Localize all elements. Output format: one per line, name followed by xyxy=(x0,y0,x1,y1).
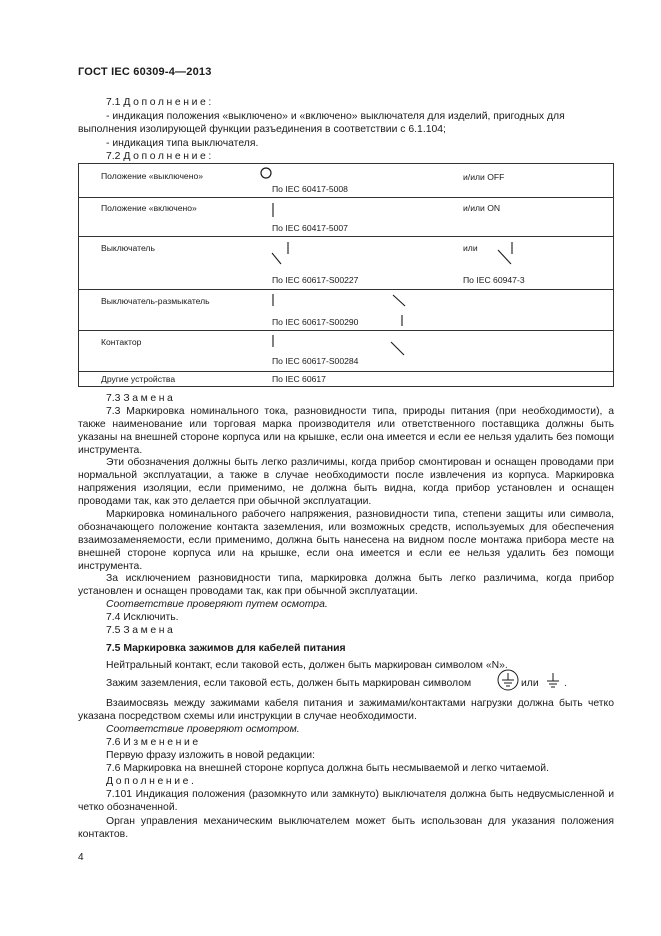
section-7-4: 7.4 Исключить. xyxy=(106,612,179,623)
section-7-2-heading xyxy=(106,150,214,163)
row-label: Другие устройства xyxy=(101,374,176,384)
item1-line1: - индикация положения «выключено» и «включено» выключателя для изделий, пригодных для xyxy=(106,111,565,122)
row-label: Положение «выключено» xyxy=(101,171,204,181)
section-7-6-addition: Дополнение. xyxy=(106,776,197,787)
row-ref: По IEC 60617-S00227 xyxy=(272,275,359,285)
symbols-table xyxy=(78,163,614,387)
section-7-1-item2: - индикация типа выключателя. xyxy=(106,138,259,149)
row-label: Контактор xyxy=(101,337,142,347)
section-7-3-compliance: Соответствие проверяют путем осмотра. xyxy=(106,599,328,610)
section-number: 7.1 xyxy=(106,97,121,108)
on-position-symbol xyxy=(272,203,276,219)
row-alt: и/или OFF xyxy=(463,172,505,182)
section-number: 7.5 xyxy=(106,625,121,636)
p2-or: или xyxy=(521,678,539,689)
p2-end: . xyxy=(564,678,567,689)
off-position-symbol xyxy=(260,167,274,181)
section-word: Изменение xyxy=(123,737,201,748)
row-ref: По IEC 60617-S00290 xyxy=(272,317,359,327)
protective-earth-icon xyxy=(497,669,521,693)
section-7-5-title: 7.5 Маркировка зажимов для кабелей питания xyxy=(106,643,346,654)
table-row xyxy=(79,331,614,372)
section-7-5-p3: Взаимосвязь между зажимами кабеля питания и зажимами/контактами нагрузки должна быть четко указана посредством схемы или инструкции в случае необходимости. xyxy=(78,698,614,722)
section-7-1-heading xyxy=(106,96,214,109)
row-ref: По IEC 60417-5008 xyxy=(272,184,348,194)
table-row xyxy=(79,198,614,237)
section-7-6-heading xyxy=(106,736,201,749)
table-row xyxy=(79,164,614,198)
row-alt-ref: По IEC 60947-3 xyxy=(463,275,525,285)
section-7-1-item1 xyxy=(78,110,614,123)
document-header: ГОСТ IEC 60309-4—2013 xyxy=(78,66,212,78)
section-number: 7.6 xyxy=(106,737,121,748)
section-number: 7.3 xyxy=(106,393,121,404)
switch-symbol xyxy=(271,242,291,272)
section-7-6-last: Орган управления механическим выключателем может быть использован для указания положения контактов. xyxy=(78,816,614,840)
earth-icon xyxy=(545,672,563,690)
section-word: Замена xyxy=(123,625,176,636)
row-ref: По IEC 60617-S00284 xyxy=(272,356,359,366)
section-7-3-p3: Маркировка номинального рабочего напряжения, разновидности типа, степени защиты или символа, обозначающего положение контакта заземления, или возможных средств, используемых для обеспечения взаимозаменяемости, если применимо, должна быть нанесена на видном после монтажа прибора месте на внешней стороне корпуса или на крышке, если она имеется и если ее нельзя удалить без помощи инструмента. xyxy=(78,509,614,572)
section-7-6-text: 7.6 Маркировка на внешней стороне корпуса должна быть несмываемой и легко читаемой. xyxy=(106,763,549,774)
section-7-1-item1-cont: выполнения изолирующей функции разъединения в соответствии с 6.1.104; xyxy=(78,124,446,135)
table-row xyxy=(79,372,614,387)
section-7-3-p4: За исключением разновидности типа, маркировка должна быть легко различима, когда прибор установлен и оснащен проводами так, как при обычной эксплуатации. xyxy=(78,573,614,597)
row-label: Выключатель xyxy=(101,243,155,253)
table-row xyxy=(79,237,614,290)
page-number: 4 xyxy=(78,852,84,863)
row-alt: и/или ON xyxy=(463,203,501,213)
section-word: Дополнение: xyxy=(123,151,214,162)
section-7-5-compliance: Соответствие проверяют осмотром. xyxy=(106,724,300,735)
section-7-101: 7.101 Индикация положения (разомкнуто или замкнуто) выключателя должна быть недвусмысленной и четко обозначенной. xyxy=(78,789,614,813)
p2-text: Зажим заземления, если таковой есть, должен быть маркирован символом xyxy=(106,678,472,689)
row-label: Положение «включено» xyxy=(101,203,197,213)
section-7-5-heading xyxy=(106,624,175,637)
row-ref: По IEC 60417-5007 xyxy=(272,223,348,233)
row-label: Выключатель-размыкатель xyxy=(101,296,210,306)
section-7-6-intro: Первую фразу изложить в новой редакции: xyxy=(106,750,315,761)
section-word: Дополнение: xyxy=(123,97,214,108)
row-alt: или xyxy=(463,243,478,253)
section-7-5-p2 xyxy=(106,677,471,690)
section-word: Замена xyxy=(123,393,176,404)
section-7-5-p1: Нейтральный контакт, если таковой есть, должен быть маркирован символом «N». xyxy=(106,660,508,671)
section-7-3-heading xyxy=(106,392,175,405)
section-7-3-p1: 7.3 Маркировка номинального тока, разновидности типа, природы питания (при необходимости), а также наименование или торговая марка производителя или ответственного поставщика должны быть указаны на внешней стороне корпуса или на крышке, если она имеется и если ее нельзя удалить без помощи инструмента. xyxy=(78,406,614,456)
switch-alt-symbol xyxy=(497,242,517,272)
section-7-3-p2: Эти обозначения должны быть легко различимы, когда прибор смонтирован и оснащен проводами при нормальной эксплуатации, а также в случае необходимости после извлечения из корпуса. Маркировка напряжения изоляции, если применимо, не должна быть видна, когда прибор установлен и оснащен проводами так, как это делается при обычной эксплуатации. xyxy=(78,457,614,507)
section-number: 7.2 xyxy=(106,151,121,162)
row-ref: По IEC 60617 xyxy=(272,374,326,384)
table-row xyxy=(79,290,614,331)
